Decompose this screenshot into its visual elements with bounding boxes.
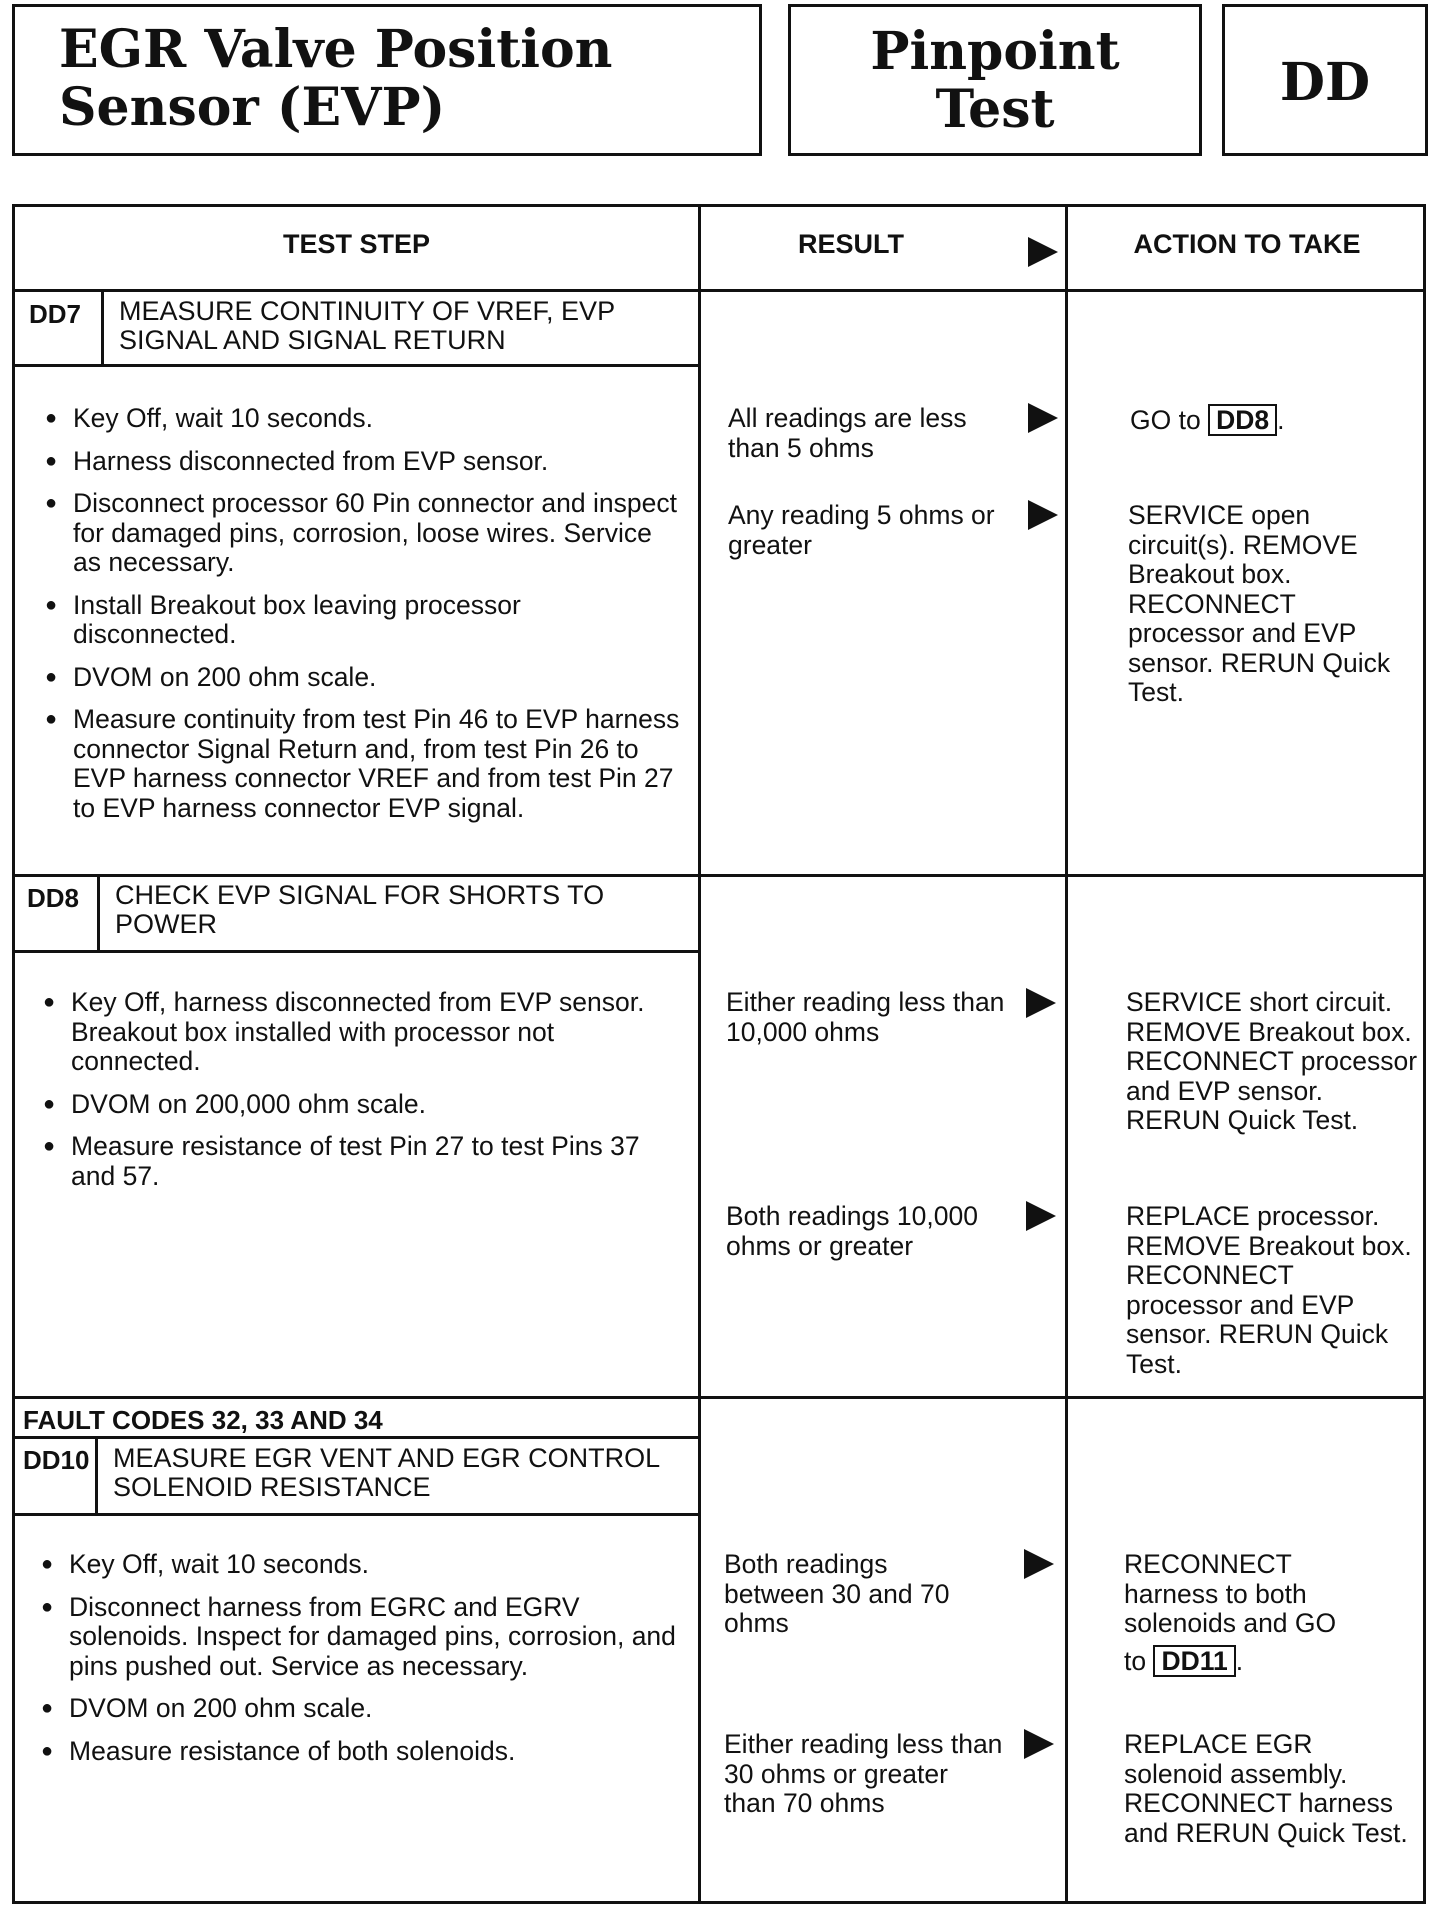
list-item: ● DVOM on 200 ohm scale. bbox=[45, 663, 685, 693]
list-item: ● Measure continuity from test Pin 46 to EVP harness connector Signal Return and, from test Pin 26 to EVP harness connector VREF and from test Pin 27 to EVP harness connector EVP signal. bbox=[45, 705, 685, 823]
list-item: ● Key Off, wait 10 seconds. bbox=[41, 1550, 686, 1580]
list-item: ● DVOM on 200 ohm scale. bbox=[41, 1694, 686, 1724]
page-title-line2: Sensor (EVP) bbox=[59, 77, 446, 138]
arrow-right-icon bbox=[1028, 237, 1058, 267]
row-divider bbox=[15, 1396, 1423, 1399]
arrow-right-icon bbox=[1026, 988, 1056, 1018]
dd10-action-1-to: to bbox=[1124, 1645, 1147, 1676]
page-title-box bbox=[12, 4, 762, 156]
dd10-result-2: Either reading less than 30 ohms or greater than 70 ohms bbox=[724, 1729, 1003, 1818]
column-header-test-step: TEST STEP bbox=[282, 229, 431, 259]
dd10-action-1-text: RECONNECT harness to both solenoids and GO bbox=[1124, 1549, 1337, 1638]
arrow-right-icon bbox=[1024, 1549, 1054, 1579]
column-header-action: ACTION TO TAKE bbox=[1133, 229, 1361, 259]
dd10-action-1 bbox=[1124, 1550, 1419, 1677]
dd8-step-list bbox=[43, 988, 683, 1204]
step-id-dd10: DD10 bbox=[23, 1445, 90, 1475]
goto-dd11-link[interactable]: DD11 bbox=[1153, 1645, 1235, 1677]
list-item: ● Measure resistance of test Pin 27 to test Pins 37 and 57. bbox=[43, 1132, 683, 1191]
arrow-right-icon bbox=[1028, 500, 1058, 530]
step-title-dd10: MEASURE EGR VENT AND EGR CONTROL SOLENOID RESISTANCE bbox=[113, 1443, 660, 1502]
list-item: ● Key Off, wait 10 seconds. bbox=[45, 404, 685, 434]
dd8-result-2: Both readings 10,000 ohms or greater bbox=[726, 1201, 978, 1261]
list-item: ● Disconnect processor 60 Pin connector and inspect for damaged pins, corrosion, loose wires. Service as necessary. bbox=[45, 489, 685, 578]
list-item: ● Harness disconnected from EVP sensor. bbox=[45, 447, 685, 477]
dd7-action-1-text: GO to bbox=[1130, 405, 1201, 435]
fault-codes-underline bbox=[15, 1436, 698, 1439]
dd7-step-list bbox=[45, 404, 685, 836]
goto-dd8-link[interactable]: DD8 bbox=[1208, 404, 1277, 436]
dd10-action-2: REPLACE EGR solenoid assembly. RECONNECT harness and RERUN Quick Test. bbox=[1124, 1729, 1408, 1848]
step-title-dd8: CHECK EVP SIGNAL FOR SHORTS TO POWER bbox=[115, 880, 605, 939]
dd7-action-1 bbox=[1130, 404, 1430, 436]
test-code: DD bbox=[1279, 52, 1371, 113]
page-title-line1: EGR Valve Position bbox=[59, 19, 613, 80]
list-item: ● Install Breakout box leaving processor disconnected. bbox=[45, 591, 685, 650]
dd7-result-1: All readings are less than 5 ohms bbox=[728, 403, 967, 463]
list-item: ● Key Off, harness disconnected from EVP sensor. Breakout box installed with processor not connected. bbox=[43, 988, 683, 1077]
header-divider bbox=[15, 289, 1423, 292]
step-id-divider bbox=[97, 877, 100, 951]
column-divider bbox=[1065, 207, 1068, 1901]
dd10-action-1-ref-row bbox=[1124, 1645, 1419, 1677]
dd10-step-list bbox=[41, 1550, 686, 1779]
dd7-action-2: SERVICE open circuit(s). REMOVE Breakout box. RECONNECT processor and EVP sensor. RERUN Quick Test. bbox=[1128, 500, 1391, 707]
step-id-dd7: DD7 bbox=[29, 299, 82, 329]
column-divider bbox=[698, 207, 701, 1901]
row-divider bbox=[15, 874, 1423, 877]
arrow-right-icon bbox=[1026, 1201, 1056, 1231]
list-item: ● Measure resistance of both solenoids. bbox=[41, 1737, 686, 1767]
test-type-box bbox=[788, 4, 1202, 156]
dd7-action-1-suffix: . bbox=[1277, 405, 1285, 435]
step-id-dd8: DD8 bbox=[27, 883, 80, 913]
dd8-result-1: Either reading less than 10,000 ohms bbox=[726, 987, 1005, 1047]
step-title-underline bbox=[15, 1513, 698, 1516]
test-code-box bbox=[1222, 4, 1428, 156]
fault-codes-heading: FAULT CODES 32, 33 AND 34 bbox=[23, 1405, 383, 1435]
step-title-underline bbox=[15, 364, 698, 367]
pinpoint-table bbox=[12, 204, 1426, 1904]
test-type-line2: Test bbox=[935, 79, 1055, 140]
arrow-right-icon bbox=[1028, 403, 1058, 433]
dd10-action-1-suffix: . bbox=[1235, 1645, 1244, 1676]
dd8-action-1: SERVICE short circuit. REMOVE Breakout box. RECONNECT processor and EVP sensor. RERUN Quick Test. bbox=[1126, 987, 1418, 1135]
dd10-result-1: Both readings between 30 and 70 ohms bbox=[724, 1549, 950, 1638]
step-title-dd7: MEASURE CONTINUITY OF VREF, EVP SIGNAL AND SIGNAL RETURN bbox=[119, 296, 615, 355]
arrow-right-icon bbox=[1024, 1729, 1054, 1759]
list-item: ● DVOM on 200,000 ohm scale. bbox=[43, 1090, 683, 1120]
step-id-divider bbox=[101, 292, 104, 365]
test-type-line1: Pinpoint bbox=[870, 21, 1120, 82]
step-id-divider bbox=[95, 1439, 98, 1514]
step-title-underline bbox=[15, 950, 698, 953]
dd8-action-2: REPLACE processor. REMOVE Breakout box. RECONNECT processor and EVP sensor. RERUN Quick Test. bbox=[1126, 1201, 1412, 1379]
list-item: ● Disconnect harness from EGRC and EGRV solenoids. Inspect for damaged pins, corrosion, and pins pushed out. Service as necessary. bbox=[41, 1593, 686, 1682]
dd7-result-2: Any reading 5 ohms or greater bbox=[728, 500, 995, 560]
column-header-result: RESULT bbox=[798, 229, 904, 259]
